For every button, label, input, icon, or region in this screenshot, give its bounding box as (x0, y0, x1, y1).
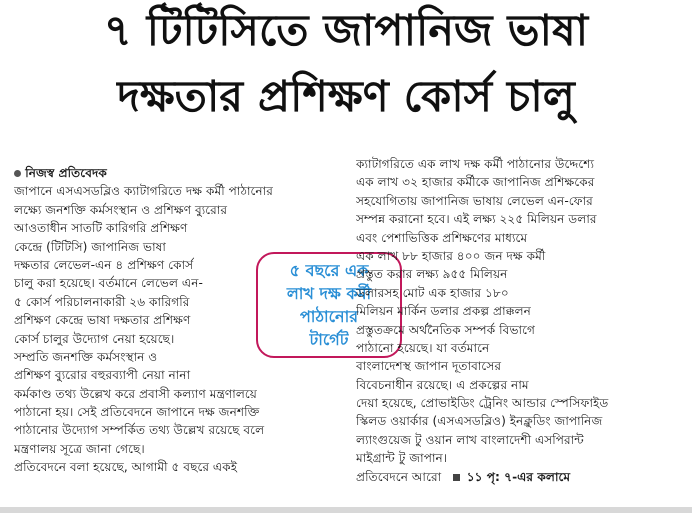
left-line: লক্ষ্যে জনশক্তি কর্মসংস্থান ও প্রশিক্ষণ ব্যুরোর (14, 202, 228, 217)
left-line: পাঠানোর উদ্যোগ সম্পর্কিত তথ্য উল্লেখ রয়েছে বলে (14, 423, 265, 438)
left-line: কেন্দ্রে (টিটিসি) জাপানিজ ভাষা (14, 239, 166, 254)
left-line: প্রশিক্ষণ ব্যুরোর বহুরব্যাপী নেয়া নানা (14, 368, 191, 383)
left-line: আওতাধীন সাতটি কারিগরি প্রশিক্ষণ (14, 221, 188, 236)
byline-text: নিজস্ব প্রতিবেদক (25, 166, 107, 180)
right-line: এক লাখ ৩২ হাজার কর্মীকে জাপানিজ প্রশিক্ষকের (356, 175, 595, 190)
pull-quote-line: ৫ বছরে এক (289, 261, 369, 280)
continuation-line (356, 468, 684, 486)
jump-reference: ১১ পৃ: ৭-এর কলামে (466, 469, 571, 484)
right-line: স্কিলড ওয়ার্কার (এসএসডব্লিও) ইনক্লুডিং জাপানিজ (356, 414, 603, 429)
headline-line-2: দক্ষতার প্রশিক্ষণ কোর্স চালু (117, 72, 575, 122)
right-line: মিলিয়ন মার্কিন ডলার প্রকল্প প্রাক্কলন (356, 304, 531, 319)
right-line: ল্যাংগুয়েজ টু ওয়ান লাখ বাংলাদেশী এসপিরান্ট (356, 432, 584, 447)
bottom-border (0, 507, 692, 513)
right-line: প্রস্তুত করার লক্ষ্য ৯৫৫ মিলিয়ন (356, 267, 508, 282)
right-line: এবং পেশাভিত্তিক প্রশিক্ষণের মাধ্যমে (356, 230, 528, 245)
left-line: পাঠানো হয়। সেই প্রতিবেদনে জাপানে দক্ষ জনশক্তি (14, 405, 260, 420)
left-line: চালু করা হয়েছে। বর্তমানে লেভেল এন- (14, 276, 203, 291)
left-line: প্রশিক্ষণ কেন্দ্রে ভাষা দক্ষতার প্রশিক্ষণ (14, 313, 191, 328)
right-line: মাইগ্রান্ট টু জাপান। (356, 451, 448, 466)
continuation-text: প্রতিবেদনে আরো (356, 469, 442, 484)
left-line: সম্প্রতি জনশক্তি কর্মসংস্থান ও (14, 349, 158, 364)
right-line: বাংলাদেশস্থ জাপান দূতাবাসের (356, 359, 502, 374)
pull-quote-line: পাঠানোর (299, 307, 359, 326)
right-line: সম্পন্ন করানো হবে। এই লক্ষ্য ২২৫ মিলিয়ন ডলার (356, 212, 597, 227)
left-line: কোর্স চালুর উদ্যোগ নেয়া হয়েছে। (14, 331, 175, 346)
right-line: দেয়া হয়েছে, প্রোভাইডিং ট্রেনিং আন্ডার স্পেসিফাইড (356, 396, 609, 411)
right-line: প্রস্তুতক্রমে অর্থনৈতিক সম্পর্ক বিভাগে (356, 322, 535, 337)
byline (14, 164, 342, 182)
square-bullet-icon (453, 474, 460, 481)
article-right-column (356, 155, 684, 486)
left-line: জাপানে এসএসডব্লিও ক্যাটাগরিতে দক্ষ কর্মী পাঠানোর (14, 184, 273, 199)
pull-quote-line: টার্গেট (309, 330, 349, 349)
right-line: সহযোগিতায় জাপানিজ ভাষায় লেভেল এন-ফোর (356, 193, 593, 208)
left-line: দক্ষতার লেভেল-এন ৪ প্রশিক্ষণ কোর্স (14, 257, 194, 272)
pull-quote-line: লাখ দক্ষ কর্মী (286, 284, 372, 303)
right-line: এক লাখ ৮৮ হাজার ৪০০ জন দক্ষ কর্মী (356, 248, 546, 263)
left-line: প্রতিবেদনে বলা হয়েছে, আগামী ৫ বছরে একই (14, 460, 238, 475)
right-line: বিবেচনাধীন রয়েছে। এ প্রকল্পের নাম (356, 377, 529, 392)
headline-line-1: ৭ টিটিসিতে জাপানিজ ভাষা (103, 6, 589, 56)
bullet-icon (14, 170, 21, 177)
right-line: পাঠানো হয়েছে। যা বর্তমানে (356, 340, 490, 355)
left-line: মন্ত্রণালয় সূত্রে জানা গেছে। (14, 441, 145, 456)
right-line: ক্যাটাগরিতে এক লাখ দক্ষ কর্মী পাঠানোর উদ্দেশ্যে (356, 157, 595, 171)
right-line: ডলারসহ মোট এক হাজার ১৮০ (356, 285, 509, 300)
left-line: ৫ কোর্স পরিচালনাকারী ২৬ কারিগরি (14, 294, 190, 309)
left-line: কর্মকাণ্ড তথ্য উল্লেখ করে প্রবাসী কল্যাণ মন্ত্রণালয়ে (14, 386, 257, 401)
